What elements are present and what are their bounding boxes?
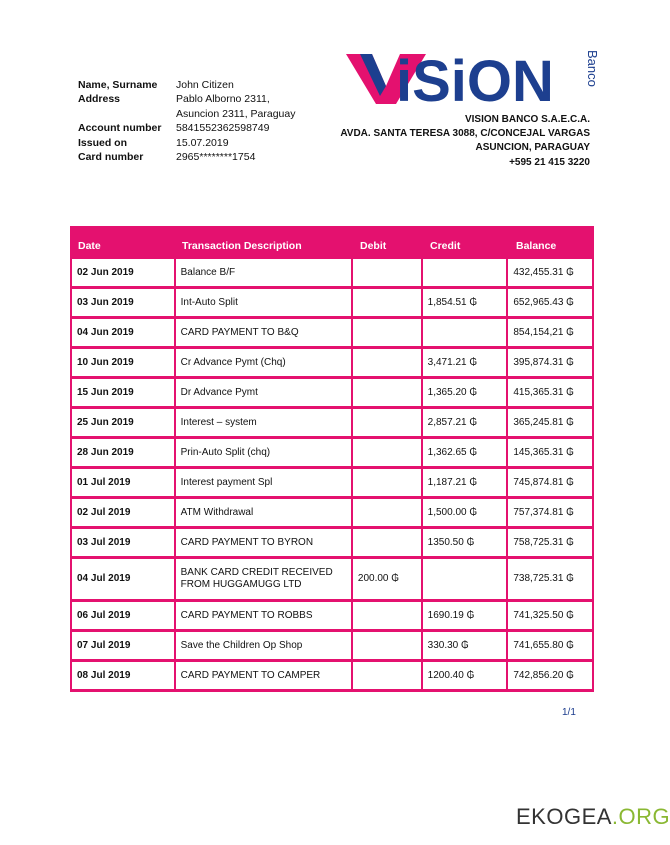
- bank-phone: +595 21 415 3220: [509, 156, 590, 168]
- issued-label: Issued on: [78, 136, 128, 149]
- address-line-2: Asuncion 2311, Paraguay: [176, 107, 296, 120]
- cell-description: Interest payment Spl: [176, 469, 351, 496]
- cell-date: 03 Jul 2019: [72, 529, 174, 556]
- cell-credit: 1,187.21 ₲: [423, 469, 507, 496]
- cell-date: 02 Jun 2019: [72, 259, 174, 286]
- cell-description: Int-Auto Split: [176, 289, 351, 316]
- table-row: [72, 662, 592, 689]
- cell-debit: [353, 379, 421, 406]
- account-number: 5841552362598749: [176, 122, 270, 135]
- cell-description: CARD PAYMENT TO ROBBS: [176, 602, 351, 629]
- cell-description: CARD PAYMENT TO BYRON: [176, 529, 351, 556]
- cell-balance: 741,325.50 ₲: [508, 602, 592, 629]
- cell-date: 28 Jun 2019: [72, 439, 174, 466]
- customer-info: [78, 78, 295, 164]
- table-row: [72, 632, 592, 659]
- cell-credit: 2,857.21 ₲: [423, 409, 507, 436]
- cell-credit: 1350.50 ₲: [423, 529, 507, 556]
- cell-debit: [353, 529, 421, 556]
- cell-date: 25 Jun 2019: [72, 409, 174, 436]
- cell-debit: 200.00 ₲: [353, 559, 421, 599]
- cell-debit: [353, 602, 421, 629]
- table-row: [72, 439, 592, 466]
- cell-debit: [353, 319, 421, 346]
- header-debit: Debit: [360, 240, 387, 252]
- name-label: Name, Surname: [78, 79, 158, 91]
- cell-balance: 741,655.80 ₲: [508, 632, 592, 659]
- cell-description: Interest – system: [176, 409, 351, 436]
- table-row: [72, 529, 592, 556]
- cell-credit: [423, 559, 507, 599]
- cell-balance: 854,154,21 ₲: [508, 319, 592, 346]
- cell-credit: 1690.19 ₲: [423, 602, 507, 629]
- table-row: [72, 469, 592, 496]
- cell-balance: 758,725.31 ₲: [508, 529, 592, 556]
- cell-date: 07 Jul 2019: [72, 632, 174, 659]
- table-row: [72, 289, 592, 316]
- table-row: [72, 559, 592, 599]
- cell-credit: [423, 259, 507, 286]
- page-number: 1/1: [562, 707, 576, 718]
- account-label: Account number: [78, 122, 162, 135]
- cell-date: 03 Jun 2019: [72, 289, 174, 316]
- cell-credit: 330.30 ₲: [423, 632, 507, 659]
- table-row: [72, 379, 592, 406]
- address-spacer: [78, 107, 176, 121]
- cell-balance: 432,455.31 ₲: [508, 259, 592, 286]
- header-credit: Credit: [430, 240, 461, 252]
- cell-debit: [353, 469, 421, 496]
- cell-balance: 415,365.31 ₲: [508, 379, 592, 406]
- cell-date: 04 Jun 2019: [72, 319, 174, 346]
- cell-balance: 742,856.20 ₲: [508, 662, 592, 689]
- table-row: [72, 259, 592, 286]
- cell-description: Balance B/F: [176, 259, 351, 286]
- cell-debit: [353, 289, 421, 316]
- cell-description: Dr Advance Pymt: [176, 379, 351, 406]
- cell-credit: 1,854.51 ₲: [423, 289, 507, 316]
- cell-debit: [353, 409, 421, 436]
- cell-debit: [353, 499, 421, 526]
- cell-credit: [423, 319, 507, 346]
- cell-debit: [353, 662, 421, 689]
- watermark-dot: .: [611, 804, 619, 829]
- card-label: Card number: [78, 151, 144, 164]
- table-row: [72, 409, 592, 436]
- bank-address-1: AVDA. SANTA TERESA 3088, C/CONCEJAL VARGAS: [340, 128, 590, 140]
- header-balance: Balance: [516, 240, 557, 252]
- address-line-1: Pablo Alborno 2311,: [176, 93, 270, 106]
- cell-date: 01 Jul 2019: [72, 469, 174, 496]
- cell-balance: 652,965.43 ₲: [508, 289, 592, 316]
- cell-debit: [353, 349, 421, 376]
- table-body: [72, 259, 592, 689]
- issued-date: 15.07.2019: [176, 136, 229, 149]
- cell-credit: 1200.40 ₲: [423, 662, 507, 689]
- cell-description: Cr Advance Pymt (Chq): [176, 349, 351, 376]
- header-description: Transaction Description: [182, 240, 302, 252]
- address-label: Address: [78, 93, 121, 106]
- cell-debit: [353, 632, 421, 659]
- bank-name: VISION BANCO S.A.E.C.A.: [464, 114, 590, 125]
- cell-balance: 395,874.31 ₲: [508, 349, 592, 376]
- cell-credit: 1,500.00 ₲: [423, 499, 507, 526]
- watermark-tld: ORG: [618, 804, 670, 829]
- cell-description: CARD PAYMENT TO B&Q: [176, 319, 351, 346]
- cell-description: Save the Children Op Shop: [176, 632, 351, 659]
- watermark: [516, 804, 670, 830]
- table-row: [72, 499, 592, 526]
- cell-credit: 1,365.20 ₲: [423, 379, 507, 406]
- cell-description: Prin-Auto Split (chq): [176, 439, 351, 466]
- cell-date: 02 Jul 2019: [72, 499, 174, 526]
- transactions-table: [70, 226, 594, 692]
- header-date: Date: [78, 240, 101, 252]
- bank-info: [340, 113, 590, 170]
- cell-credit: 3,471.21 ₲: [423, 349, 507, 376]
- cell-balance: 365,245.81 ₲: [508, 409, 592, 436]
- logo-banco-text: Banco: [585, 50, 600, 87]
- logo-wordmark: iSiON: [396, 49, 554, 114]
- cell-description: ATM Withdrawal: [176, 499, 351, 526]
- cell-date: 06 Jul 2019: [72, 602, 174, 629]
- watermark-main: EKOGEA: [516, 804, 612, 829]
- cell-balance: 738,725.31 ₲: [508, 559, 592, 599]
- table-header: [72, 226, 592, 256]
- cell-balance: 745,874.81 ₲: [508, 469, 592, 496]
- cell-date: 10 Jun 2019: [72, 349, 174, 376]
- table-row: [72, 602, 592, 629]
- table-row: [72, 349, 592, 376]
- cell-description: BANK CARD CREDIT RECEIVED FROM HUGGAMUGG LTD: [176, 559, 351, 599]
- cell-debit: [353, 259, 421, 286]
- card-number: 2965********1754: [176, 151, 256, 164]
- cell-date: 15 Jun 2019: [72, 379, 174, 406]
- vision-banco-logo: [346, 48, 600, 114]
- cell-balance: 757,374.81 ₲: [508, 499, 592, 526]
- cell-date: 04 Jul 2019: [72, 559, 174, 599]
- cell-debit: [353, 439, 421, 466]
- bank-address-2: ASUNCION, PARAGUAY: [475, 142, 590, 154]
- cell-credit: 1,362.65 ₲: [423, 439, 507, 466]
- cell-balance: 145,365.31 ₲: [508, 439, 592, 466]
- cell-description: CARD PAYMENT TO CAMPER: [176, 662, 351, 689]
- customer-name: John Citizen: [176, 79, 234, 91]
- cell-date: 08 Jul 2019: [72, 662, 174, 689]
- table-row: [72, 319, 592, 346]
